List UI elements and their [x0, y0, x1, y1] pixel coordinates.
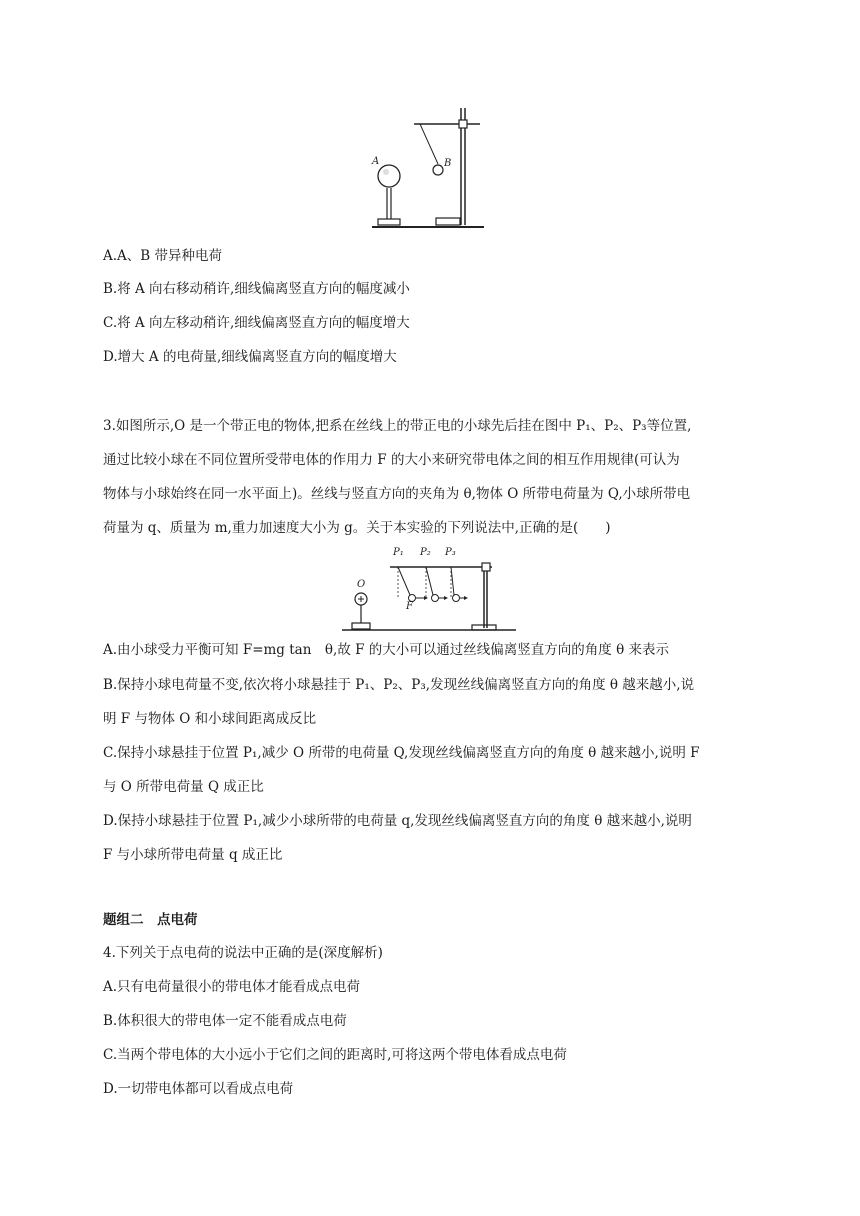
- q3-stem-line-3: 物体与小球始终在同一水平面上)。丝线与竖直方向的夹角为 θ,物体 O 所带电荷量为 Q,小球所带电: [103, 486, 691, 502]
- q2-option-d: D.增大 A 的电荷量,细线偏离竖直方向的幅度增大: [103, 349, 397, 365]
- label-p2: P₂: [420, 547, 431, 558]
- q4-option-d: D.一切带电体都可以看成点电荷: [103, 1081, 294, 1097]
- q3-option-c-line-1: C.保持小球悬挂于位置 P₁,减少 O 所带的电荷量 Q,发现丝线偏离竖直方向的角度 θ 越来越小,说明 F: [103, 745, 700, 761]
- figure-charged-sphere-and-pendulum: [368, 100, 488, 230]
- q2-option-b: B.将 A 向右移动稍许,细线偏离竖直方向的幅度减小: [103, 281, 410, 297]
- q3-option-b-line-1: B.保持小球电荷量不变,依次将小球悬挂于 P₁、P₂、P₃,发现丝线偏离竖直方向的角度 θ 越来越小,说: [103, 677, 695, 693]
- q3-option-a: A.由小球受力平衡可知 F=mg tan θ,故 F 的大小可以通过丝线偏离竖直方向的角度 θ 来表示: [103, 642, 669, 658]
- label-f: F: [406, 601, 413, 612]
- q3-stem-line-1: 3.如图所示,O 是一个带正电的物体,把系在丝线上的带正电的小球先后挂在图中 P₁、P₂、P₃等位置,: [103, 418, 692, 434]
- label-p1: P₁: [393, 547, 404, 558]
- section-heading: 题组二 点电荷: [103, 912, 198, 928]
- q4-option-c: C.当两个带电体的大小远小于它们之间的距离时,可将这两个带电体看成点电荷: [103, 1047, 567, 1063]
- q3-option-d-line-1: D.保持小球悬挂于位置 P₁,减少小球所带的电荷量 q,发现丝线偏离竖直方向的角度 θ 越来越小,说明: [103, 813, 692, 829]
- q3-stem-line-4: 荷量为 q、质量为 m,重力加速度大小为 g。关于本实验的下列说法中,正确的是( ): [103, 520, 611, 536]
- q3-option-d-line-2: F 与小球所带电荷量 q 成正比: [103, 847, 283, 863]
- q3-option-b-line-2: 明 F 与物体 O 和小球间距离成反比: [103, 711, 317, 727]
- q2-option-a: A.A、B 带异种电荷: [103, 248, 223, 264]
- q2-option-c: C.将 A 向左移动稍许,细线偏离竖直方向的幅度增大: [103, 315, 410, 331]
- q4-stem: 4.下列关于点电荷的说法中正确的是(深度解析): [103, 945, 383, 961]
- q3-stem-line-2: 通过比较小球在不同位置所受带电体的作用力 F 的大小来研究带电体之间的相互作用规律(可认为: [103, 452, 680, 468]
- label-p3: P₃: [445, 547, 456, 558]
- label-b: B: [444, 158, 452, 169]
- q4-option-b: B.体积很大的带电体一定不能看成点电荷: [103, 1013, 347, 1029]
- figure-coulomb-experiment: [340, 543, 518, 633]
- label-a: A: [372, 156, 380, 167]
- label-o: O: [357, 579, 366, 590]
- q4-option-a: A.只有电荷量很小的带电体才能看成点电荷: [103, 979, 361, 995]
- q3-option-c-line-2: 与 O 所带电荷量 Q 成正比: [103, 779, 264, 795]
